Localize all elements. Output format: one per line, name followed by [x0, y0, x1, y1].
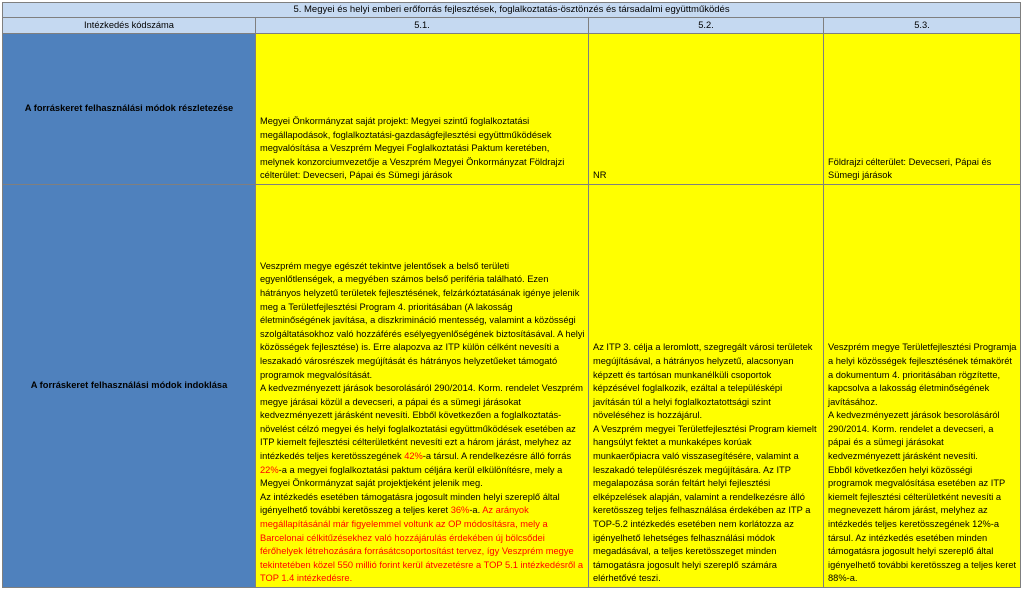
cell-5-3-paragraph-2: A kedvezményezett járások besorolásáról 290/2014. Korm. rendelet a devecseri, a pápai és a sümegi járásokat kedvezményezett járásként nevesíti. — [828, 410, 1000, 462]
paragraph-text: Az intézkedés esetében támogatásra jogosult minden helyi szereplő által igényelhető további keretösszeg a teljes keret — [260, 491, 560, 516]
table-row — [3, 34, 1021, 185]
highlight-note: Az arányok megállapításánál már figyelemmel voltunk az OP módosításra, mely a Barcelonai célkitűzésekhez való hozzájárulás érdekében új bölcsődei férőhelyek létrehozására forrásátcsoportosítást tervez, így Veszprém megye tekintetében közel 550 millió forint kerül átvezetésre a TOP 5.1 intézkedésről a TOP 1.4 intézkedésre. — [260, 505, 583, 584]
highlight-percent: 22% — [260, 464, 279, 475]
cell-5-3-paragraph-1: Veszprém megye Területfejlesztési Programja a helyi közösségek fejlesztésének témakörét a dokumentum 4. prioritásában rögzítette, kapcsolva a lakosság életminőségének javításához. — [828, 342, 1017, 407]
paragraph-text: A kedvezményezett járások besorolásáról 290/2014. Korm. rendelet Veszprém megye járásai közül a devecseri, a pápai és a sümegi járásokat kedvezményezett járásként nevesíti. Ebből következően a foglalkoztatás-növelést célzó megyei és helyi foglalkoztatási együttműködések esetében az ITP kiemelt fejlesztési célterületként nevesíti ezt a három járást, melyhez az intézkedés teljes keretösszegének — [260, 383, 583, 462]
row-label-reszletezese: A forráskeret felhasználási módok részletezése — [3, 34, 256, 185]
cell-5-3-paragraph-3: Ebből következően helyi közösségi programok megvalósítása esetében az ITP kiemelt fejlesztési célterületként nevesíti a megnevezett három járást, melyhez az intézkedés teljes keretösszegének 12%-a társul. Az intézkedés esetében minden támogatásra jogosult helyi szereplő által igényelhető további keretösszeg a teljes keret 88%-a. — [828, 464, 1017, 584]
cell-5-1-paragraph-2 — [260, 382, 585, 491]
cell-5-1-reszletezese: Megyei Önkormányzat saját projekt: Megyei szintű foglalkoztatási megállapodások, foglalkoztatási-gazdaságfejlesztési együttműködések megvalósítása a Veszprém Megyei Foglalkoztatási Paktum keretében, melynek konzorciumvezetője a Veszprém Megyei Önkormányzat Földrajzi célterület: Devecseri, Pápai és Sümegi járások — [256, 34, 589, 185]
cell-5-2-reszletezese: NR — [589, 34, 824, 185]
row-label-indoklasa: A forráskeret felhasználási módok indoklása — [3, 185, 256, 588]
cell-5-1-paragraph-1: Veszprém megye egészét tekintve jelentősek a belső területi egyenlőtlenségek, a megyében számos belső periféria található. Ezen hátrányos helyzetű területek fejlesztésének, felzárkóztatásának igénye jelenik meg a Területfejlesztési Program 4. prioritásában (A lakosság életminőségének javítása, a diszkrimináció mentesség, valamint a közösségi szolgáltatásokhoz való hozzáférés esélyegyenlőségének biztosításával. A helyi közösségek fejlesztése) is. Erre alapozva az ITP külön célként nevesíti a leszakadó városrészek megújítását és hátrányos helyzetűeket támogató programok megvalósítását. — [260, 260, 585, 380]
paragraph-text: -a. — [469, 505, 483, 516]
measures-table — [2, 2, 1021, 588]
cell-5-3-indoklasa — [824, 185, 1021, 588]
header-code-5-1: 5.1. — [256, 18, 589, 34]
cell-5-3-reszletezese: Földrajzi célterület: Devecseri, Pápai és Sümegi járások — [824, 34, 1021, 185]
paragraph-text: -a a megyei foglalkoztatási paktum céljára kerül elkülönítésre, mely a Megyei Önkormányzat saját projektjeként jelenik meg. — [260, 464, 563, 489]
header-code-5-2: 5.2. — [589, 18, 824, 34]
highlight-percent: 42% — [404, 451, 423, 462]
highlight-percent: 36% — [450, 505, 470, 516]
cell-5-2-indoklasa — [589, 185, 824, 588]
table-row — [3, 185, 1021, 588]
cell-5-1-paragraph-3 — [260, 491, 585, 586]
header-label-cell: Intézkedés kódszáma — [3, 18, 256, 34]
table-title: 5. Megyei és helyi emberi erőforrás fejlesztések, foglalkoztatás-ösztönzés és társadalmi együttműködés — [3, 3, 1021, 18]
cell-5-2-paragraph-1: Az ITP 3. célja a leromlott, szegregált városi területek megújításával, a hátrányos helyzetű, alacsonyan képzett és tartósan munkanélküli csoportok képzésével foglalkozik, ezáltal a településképi javításán túl a helyi foglalkoztatottsági szint növeléséhez is hozzájárul. — [593, 342, 813, 421]
cell-5-2-paragraph-2: A Veszprém megyei Területfejlesztési Program kiemelt hangsúlyt fektet a munkaképes korúak munkaerőpiacra való visszasegítésére, valamint a leszakadó településrészek megújítására. Az ITP megalapozása során feltárt helyi fejlesztési elképzelések alapján, valamint a rendelkezésre álló keretösszeg teljes felhasználása érdekében az ITP a TOP-5.2 intézkedés esetében nem korlátozza az igényelhető lehetséges felhasználási módok megadásával, a teljes keretösszeget minden támogatásra jogosult helyi szereplő számára elérhetővé teszi. — [593, 423, 817, 584]
paragraph-text: -a társul. A rendelkezésre álló forrás — [422, 451, 572, 462]
cell-5-1-indoklasa — [256, 185, 589, 588]
header-code-5-3: 5.3. — [824, 18, 1021, 34]
